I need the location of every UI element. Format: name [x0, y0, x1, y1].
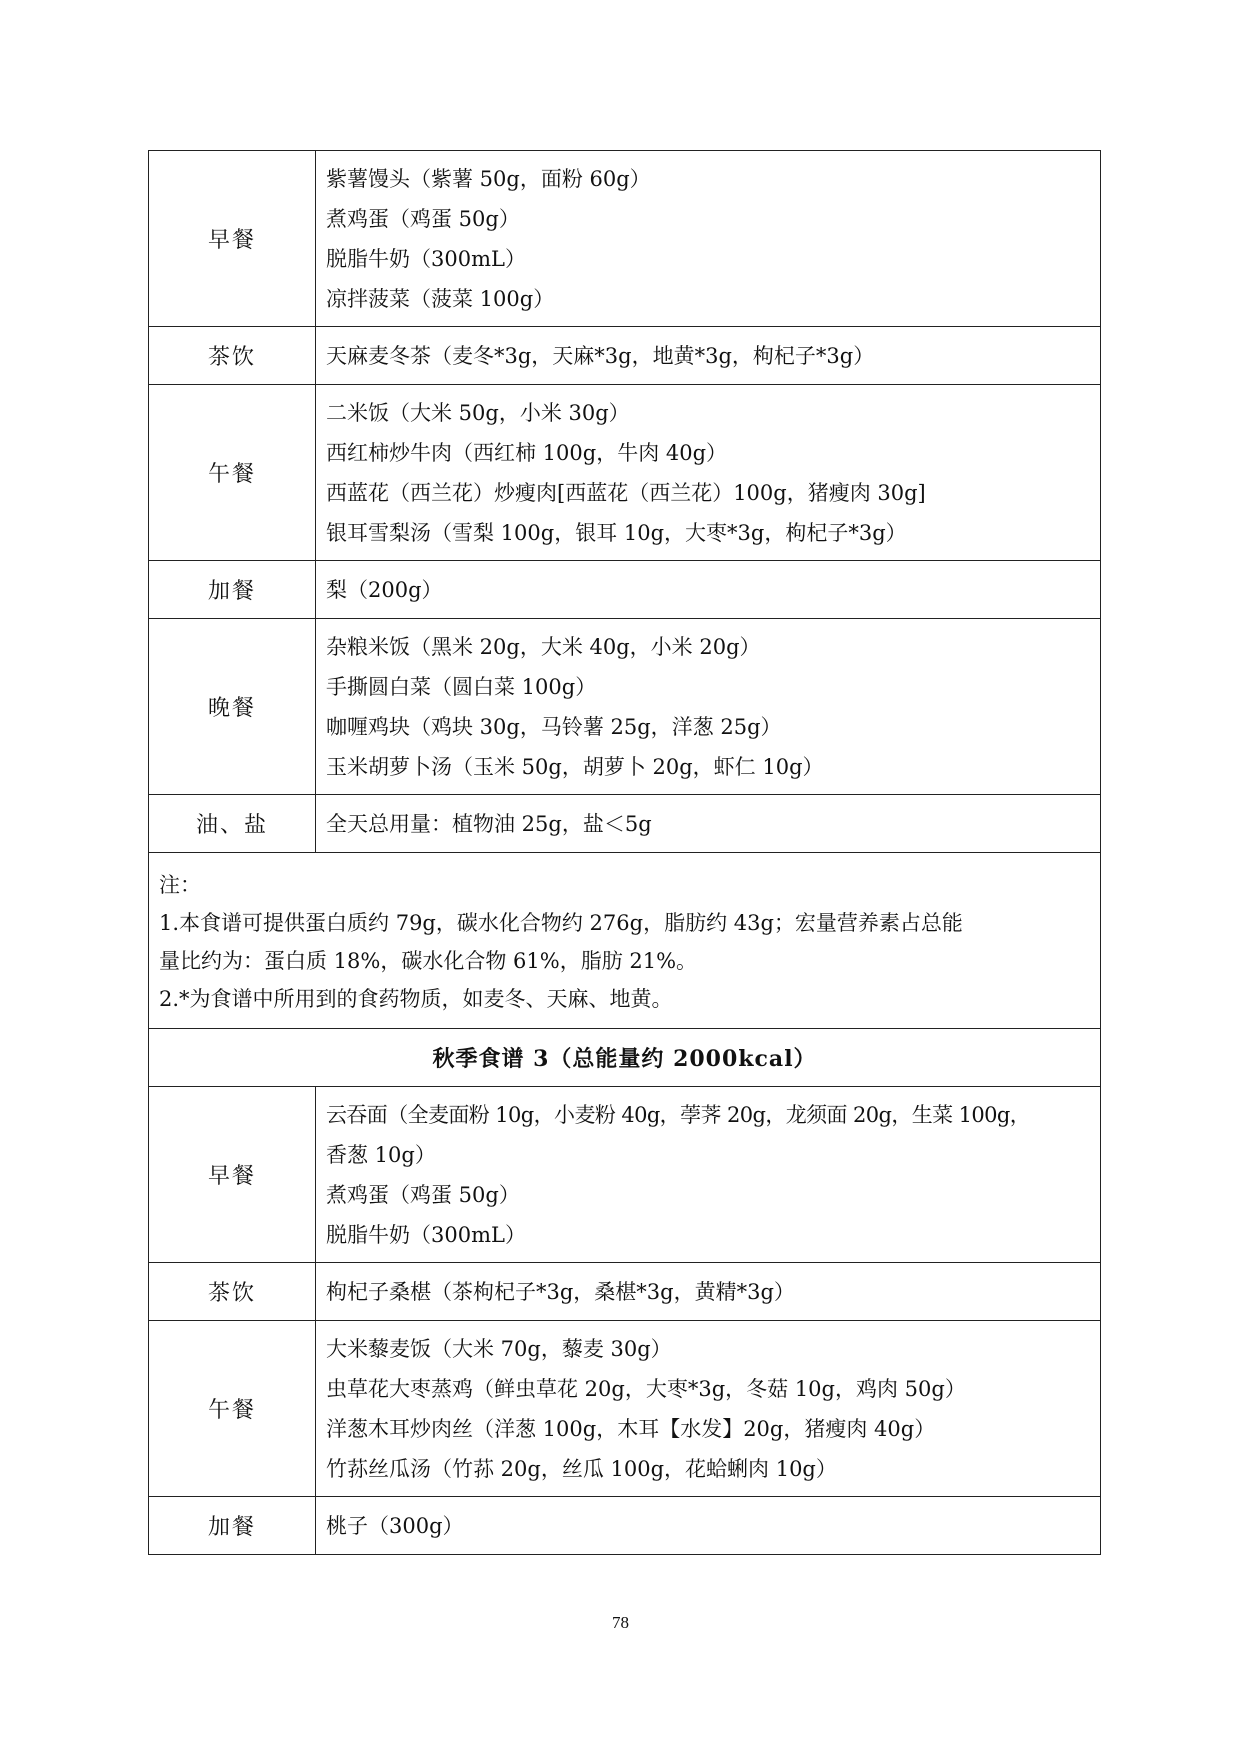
menu-item: 竹荪丝瓜汤（竹荪 20g，丝瓜 100g，花蛤蜊肉 10g） [326, 1456, 837, 1481]
menu-item: 桃子（300g） [326, 1513, 464, 1538]
menu-table [148, 150, 1101, 1555]
meal-label-lunch: 午餐 [149, 385, 316, 561]
menu-row-dinner [149, 619, 1101, 795]
menu-item: 脱脂牛奶（300mL） [326, 1222, 526, 1247]
meal-label-tea: 茶饮 [149, 327, 316, 385]
menu-item: 虫草花大枣蒸鸡（鲜虫草花 20g，大枣*3g，冬菇 10g，鸡肉 50g） [326, 1376, 966, 1401]
menu-item: 云吞面（全麦面粉 10g，小麦粉 40g，荸荠 20g，龙须面 20g，生菜 100g， [326, 1102, 1031, 1127]
notes-heading: 注： [159, 872, 201, 897]
menu-row-snack [149, 561, 1101, 619]
menu-item: 洋葱木耳炒肉丝（洋葱 100g，木耳【水发】20g，猪瘦肉 40g） [326, 1416, 936, 1441]
meal-items-breakfast-2 [316, 1087, 1101, 1263]
meal-items-snack-2 [316, 1497, 1101, 1555]
menu-item: 咖喱鸡块（鸡块 30g，马铃薯 25g，洋葱 25g） [326, 714, 782, 739]
menu-row-breakfast-2 [149, 1087, 1101, 1263]
menu-item: 西蓝花（西兰花）炒瘦肉[西蓝花（西兰花）100g，猪瘦肉 30g] [326, 480, 926, 505]
note-line: 量比约为：蛋白质 18%，碳水化合物 61%，脂肪 21%。 [159, 948, 698, 973]
notes-row [149, 853, 1101, 1029]
menu-row-tea-2 [149, 1263, 1101, 1321]
menu-item: 西红柿炒牛肉（西红柿 100g，牛肉 40g） [326, 440, 728, 465]
menu-item: 手撕圆白菜（圆白菜 100g） [326, 674, 597, 699]
menu-item: 银耳雪梨汤（雪梨 100g，银耳 10g，大枣*3g，枸杞子*3g） [326, 520, 907, 545]
meal-label-oil-salt: 油、盐 [149, 795, 316, 853]
menu-item: 煮鸡蛋（鸡蛋 50g） [326, 1182, 520, 1207]
menu-item: 枸杞子桑椹（茶枸杞子*3g，桑椹*3g，黄精*3g） [326, 1279, 795, 1304]
note-line: 2.*为食谱中所用到的食药物质，如麦冬、天麻、地黄。 [159, 986, 673, 1011]
recipe-title: 秋季食谱 3（总能量约 2000kcal） [149, 1029, 1101, 1087]
recipe-title-row [149, 1029, 1101, 1087]
note-line: 1.本食谱可提供蛋白质约 79g，碳水化合物约 276g，脂肪约 43g；宏量营养素占总能 [159, 910, 963, 935]
menu-item: 煮鸡蛋（鸡蛋 50g） [326, 206, 520, 231]
menu-item: 玉米胡萝卜汤（玉米 50g，胡萝卜 20g，虾仁 10g） [326, 754, 824, 779]
menu-item: 紫薯馒头（紫薯 50g，面粉 60g） [326, 166, 651, 191]
meal-items-oil-salt [316, 795, 1101, 853]
meal-label-snack-2: 加餐 [149, 1497, 316, 1555]
meal-label-breakfast: 早餐 [149, 151, 316, 327]
menu-row-tea [149, 327, 1101, 385]
menu-item: 二米饭（大米 50g，小米 30g） [326, 400, 630, 425]
meal-items-dinner [316, 619, 1101, 795]
notes-cell [149, 853, 1101, 1029]
meal-label-dinner: 晚餐 [149, 619, 316, 795]
menu-row-lunch-2 [149, 1321, 1101, 1497]
meal-label-tea-2: 茶饮 [149, 1263, 316, 1321]
meal-items-tea-2 [316, 1263, 1101, 1321]
meal-label-lunch-2: 午餐 [149, 1321, 316, 1497]
menu-item: 全天总用量：植物油 25g，盐＜5g [326, 811, 652, 836]
meal-label-snack: 加餐 [149, 561, 316, 619]
menu-item-continued: 香葱 10g） [326, 1142, 436, 1167]
meal-items-lunch [316, 385, 1101, 561]
menu-row-oil-salt [149, 795, 1101, 853]
menu-item: 脱脂牛奶（300mL） [326, 246, 526, 271]
meal-items-tea [316, 327, 1101, 385]
menu-item: 大米藜麦饭（大米 70g，藜麦 30g） [326, 1336, 672, 1361]
menu-item: 天麻麦冬茶（麦冬*3g，天麻*3g，地黄*3g，枸杞子*3g） [326, 343, 875, 368]
menu-row-breakfast [149, 151, 1101, 327]
menu-row-lunch [149, 385, 1101, 561]
menu-item: 杂粮米饭（黑米 20g，大米 40g，小米 20g） [326, 634, 761, 659]
meal-items-snack [316, 561, 1101, 619]
page-number: 78 [612, 1613, 629, 1632]
meal-items-breakfast [316, 151, 1101, 327]
meal-label-breakfast-2: 早餐 [149, 1087, 316, 1263]
menu-row-snack-2 [149, 1497, 1101, 1555]
menu-item: 凉拌菠菜（菠菜 100g） [326, 286, 555, 311]
menu-item: 梨（200g） [326, 577, 443, 602]
meal-items-lunch-2 [316, 1321, 1101, 1497]
